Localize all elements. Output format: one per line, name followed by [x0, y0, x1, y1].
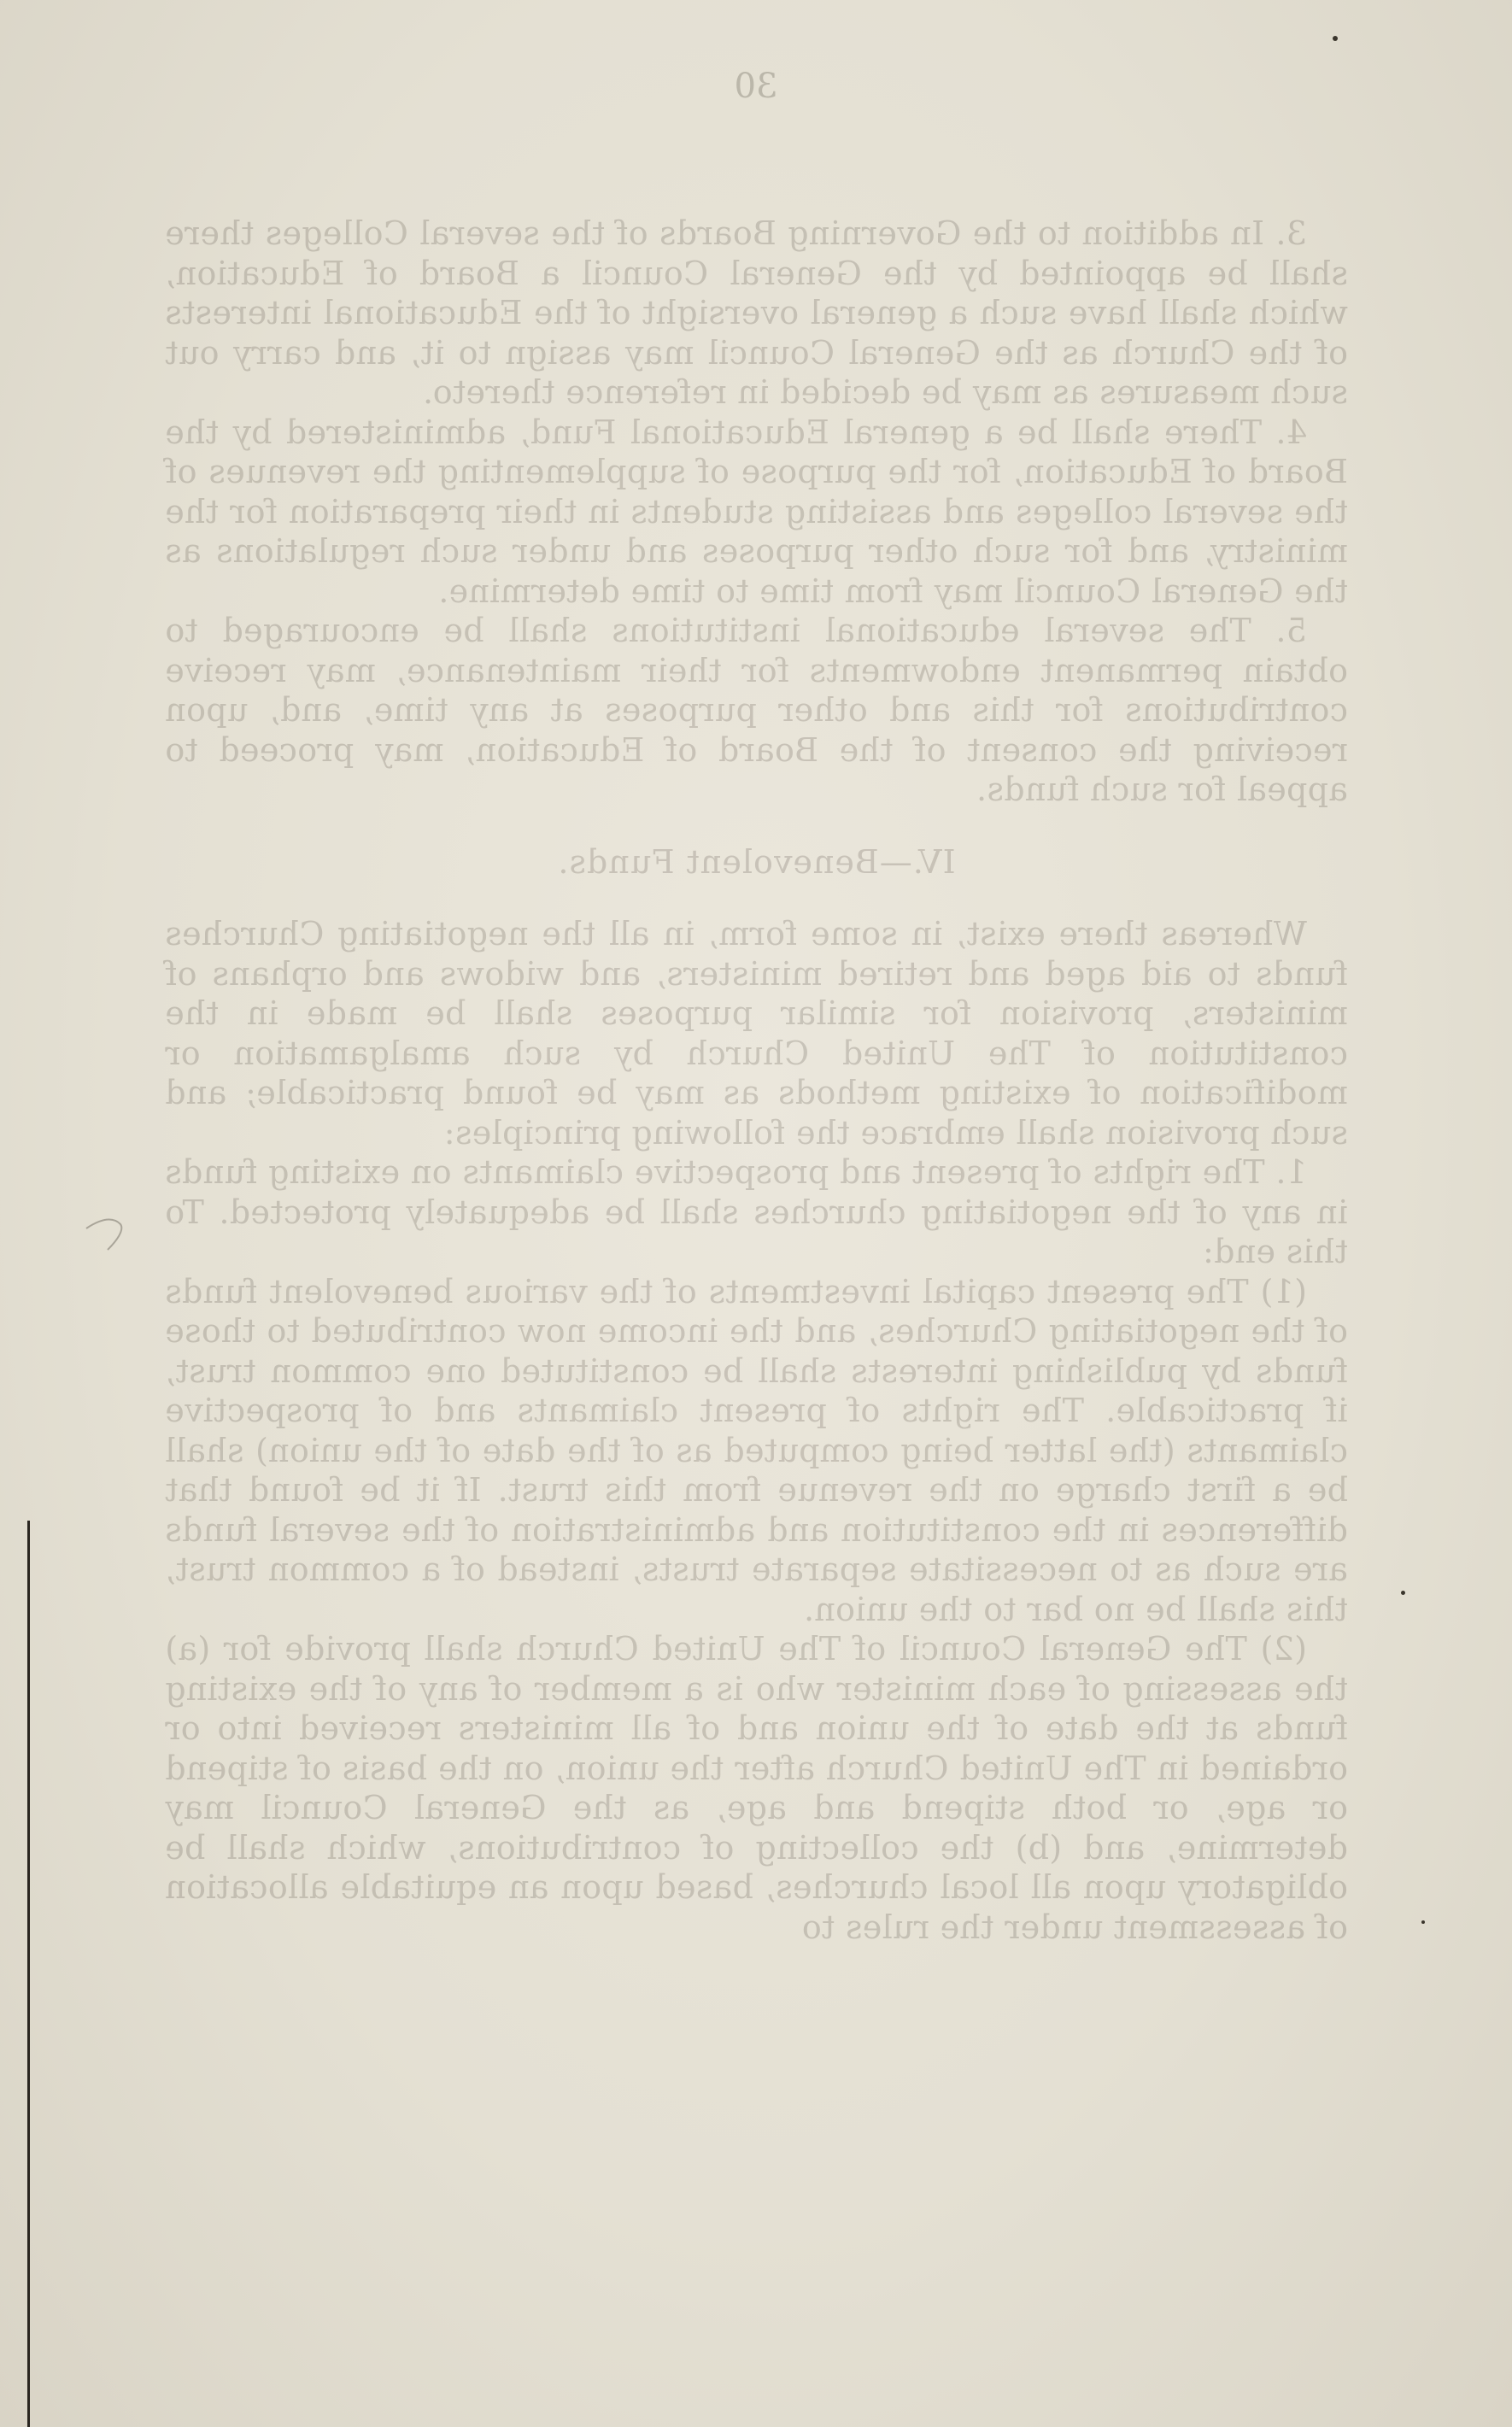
- page-number: 30: [734, 67, 778, 106]
- section-heading: IV.—Benevolent Funds.: [557, 842, 956, 881]
- paragraph-4: 4. There shall be a general Educational Fund, administered by the Board of Education, for the purpose of supplementing the revenues of the several colleges and assisting students in their preparation for the ministry, and for such other purposes and under such regulations as the General Council may from time to time determine.: [165, 413, 1348, 610]
- paragraph-1-1: (1) The present capital investments of the various benevolent funds of the negotiating Churches, and the income now contributed to those funds by publishing interests shall be constituted one common trust, if practicable. The rights of present claimants and of prospective claimants (the latter being computed as of the date of the union) shall be a first charge on the revenue from this trust. If it be found that differences in the constitution and administration of the several funds are such as to necessitate separate trusts, instead of a common trust, this shall be no bar to the union.: [165, 1272, 1348, 1628]
- pencil-mark: [82, 1203, 142, 1254]
- paragraph-1-2: (2) The General Council of The United Church shall provide for (a) the assessing of each minister who is a member of any of the existing funds at the date of the union and of all ministers received into or ordained in The United Church after the union, on the basis of stipend or age, or both stipend and age, as the General Council may determine, and (b) the collecting of contributions, which shall be obligatory upon all local churches, based upon an equitable allocation of assessment under the rules to: [165, 1630, 1348, 1946]
- dust-speck: [1333, 36, 1338, 41]
- paragraph-whereas: Whereas there exist, in some form, in all the negotiating Churches funds to aid aged and retired ministers, and widows and orphans of ministers, provision for similar purposes shall be made in the constitution of The United Church by such amalgamation or modification of existing methods as may be found practicable; and such provision shall embrace the following principles:: [165, 915, 1348, 1152]
- binding-edge-line: [27, 1521, 30, 2427]
- dust-speck: [1401, 1591, 1405, 1595]
- paragraph-5: 5. The several educational institutions shall be encouraged to obtain permanent endowments for their maintenance, may receive contributions for this and other purposes at any time, and, upon receiving the consent of the Board of Education, may proceed to appeal for such funds.: [165, 612, 1348, 808]
- show-through-text: [165, 214, 1348, 1947]
- paragraph-3: 3. In addition to the Governing Boards of the several Colleges there shall be appointed by the General Council a Board of Education, which shall have such a general oversight of the Educational interests of the Church as the General Council may assign to it, and carry out such measures as may be decided in reference thereto.: [165, 214, 1348, 411]
- paragraph-1: 1. The rights of present and prospective claimants on existing funds in any of the negotiating churches shall be adequately protected. To this end:: [165, 1153, 1348, 1270]
- dust-speck: [1421, 1920, 1425, 1924]
